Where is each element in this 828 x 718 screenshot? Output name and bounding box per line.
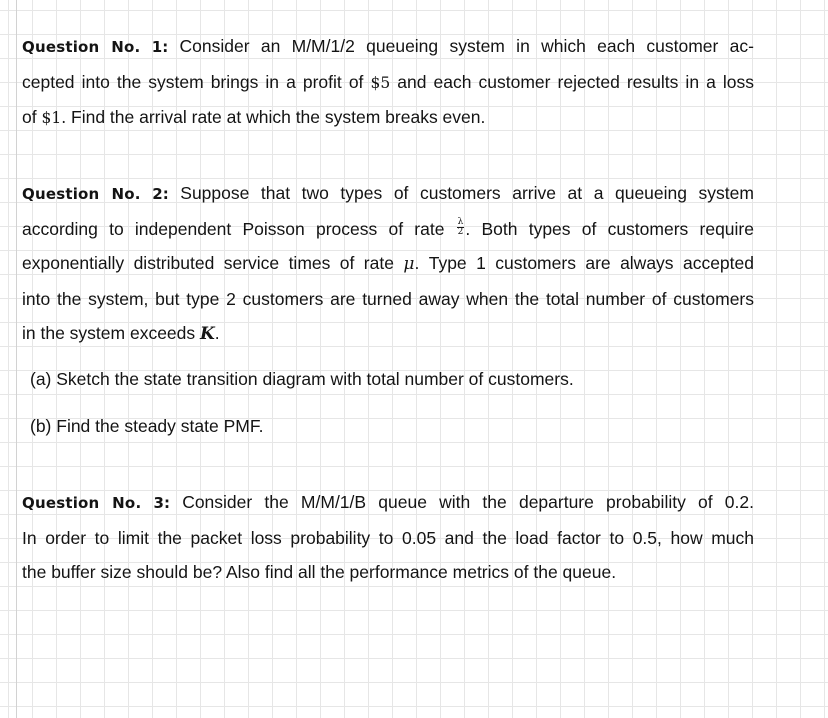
question-2-line-5 (22, 316, 754, 352)
question-2-text-2b: . Both types of customers require (465, 218, 754, 239)
mu-symbol: μ (403, 254, 415, 274)
question-2 (22, 176, 754, 352)
question-3-line-1 (22, 485, 754, 521)
question-1-profit: $5 (370, 73, 391, 92)
k-symbol: K (200, 324, 215, 344)
question-3-line-3 (22, 555, 754, 590)
question-3-text-2: In order to limit the packet loss probability to 0.05 and the load factor to 0.5, how much (22, 527, 754, 548)
question-2-number: 2: (152, 185, 169, 203)
question-1-number: 1: (151, 38, 169, 56)
question-3-text-1: Consider the M/M/1/B queue with the departure probability of 0.2. (182, 492, 754, 512)
question-3-number: 3: (153, 494, 170, 512)
question-1-line-2 (22, 65, 754, 101)
question-1-text-1: Consider an M/M/1/2 queueing system in which each customer ac- (179, 36, 754, 56)
fraction-denominator: 2 (457, 227, 464, 238)
question-3-line-2 (22, 521, 754, 556)
question-3-label: Question No. (22, 494, 142, 512)
fraction-numerator: λ (457, 217, 464, 228)
question-2-text-5b: . (214, 323, 220, 343)
question-1-line-1 (22, 29, 754, 65)
question-2-line-4 (22, 282, 754, 317)
question-2-text-1: Suppose that two types of customers arrive at a queueing system (180, 183, 754, 203)
question-1-line-3 (22, 100, 754, 136)
question-1 (22, 29, 754, 136)
question-2-text-2a: according to independent Poisson process of rate (22, 218, 445, 239)
question-2-line-2 (22, 212, 754, 247)
question-1-label: Question No. (22, 38, 141, 56)
question-2-text-5a: in the system exceeds (22, 323, 196, 343)
margin-line (16, 0, 17, 718)
question-3 (22, 485, 754, 590)
question-1-text-3a: of (22, 107, 37, 127)
question-2-text-3a: exponentially distributed service times of rate (22, 253, 394, 273)
question-2-line-3 (22, 246, 754, 282)
question-1-text-3b: Find the arrival rate at which the system breaks even. (71, 107, 486, 127)
question-2-part-b: (b) Find the steady state PMF. (30, 416, 264, 436)
question-3-text-3: the buffer size should be? Also find all the performance metrics of the queue. (22, 562, 617, 582)
question-2-label: Question No. (22, 185, 141, 203)
question-2-text-4: into the system, but type 2 customers are turned away when the total number of customers (22, 288, 754, 309)
question-1-text-2b: and each customer rejected results in a loss (397, 71, 755, 92)
question-1-loss: $1. (41, 109, 67, 127)
question-2-text-3b: . Type 1 customers are always accepted (414, 253, 754, 273)
question-2-part-a: (a) Sketch the state transition diagram with total number of customers. (30, 369, 574, 389)
lambda-over-two-fraction (457, 218, 465, 237)
question-2-line-1 (22, 176, 754, 212)
question-1-text-2a: cepted into the system brings in a profit of (22, 71, 364, 92)
